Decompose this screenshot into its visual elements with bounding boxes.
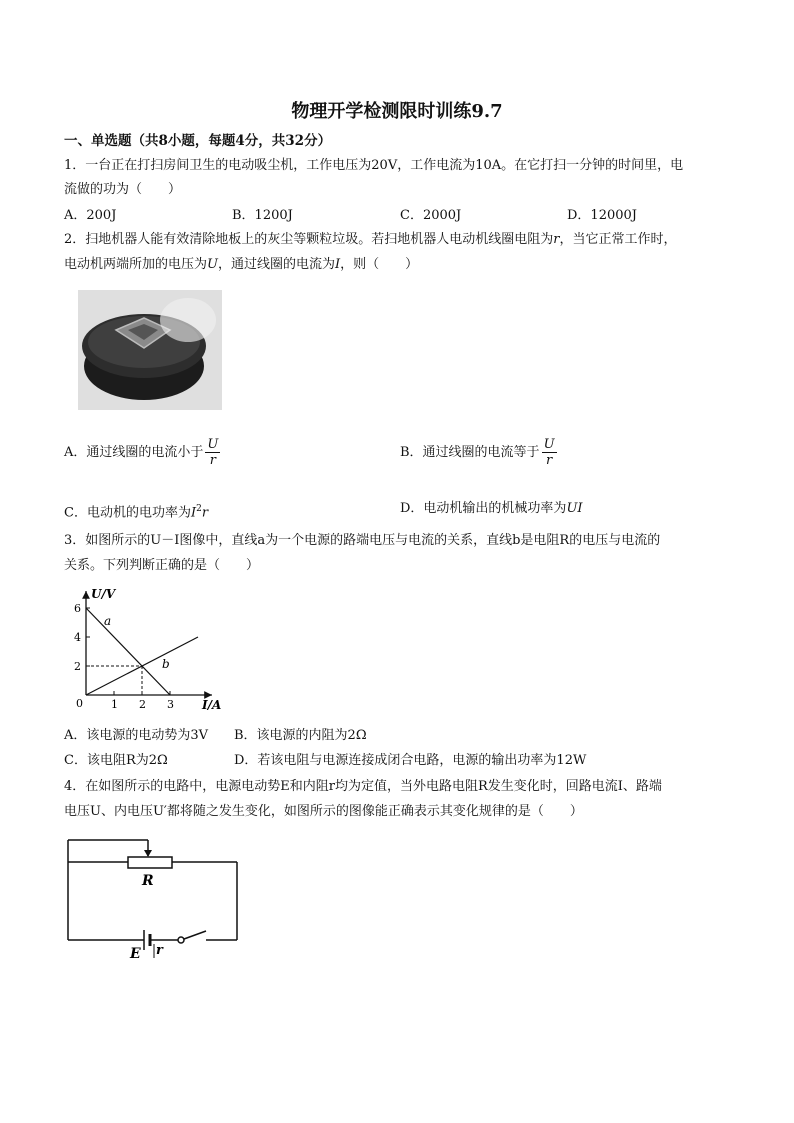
line-a-label: a (104, 614, 112, 628)
q2-text: ，则（ ） (340, 257, 419, 272)
q2-option-c-text: C．电动机的电功率为 (64, 505, 191, 521)
fraction-denominator: r (545, 453, 553, 468)
fraction-numerator: U (207, 437, 219, 452)
q2-text: 2．扫地机器人能有效清除地板上的灰尘等颗粒垃圾。若扫地机器人电动机线圈电阻为 (64, 232, 554, 247)
q1-stem-line1: 1．一台正在打扫房间卫生的电动吸尘机，工作电压为20V，工作电流为10A。在它打扫一分钟的时间里，电 (64, 158, 684, 173)
switch-lever (184, 931, 206, 939)
q3-option-d: D．若该电阻与电源连接成闭合电路，电源的输出功率为12W (234, 753, 587, 768)
q3-option-b: B．该电源的内阻为2Ω (234, 728, 367, 743)
q3-option-a: A．该电源的电动势为3V (64, 728, 209, 743)
x-tick-label-3: 3 (167, 698, 174, 711)
line-a (86, 608, 170, 695)
q2-option-a (64, 437, 220, 468)
fraction-u-over-r (205, 437, 220, 468)
q2-text: ，当它正常工作时， (559, 232, 677, 247)
emf-label: E (130, 946, 141, 962)
x-axis-label: I/A (202, 698, 222, 712)
q2-option-b (400, 437, 557, 468)
q3-stem-line1: 3．如图所示的U－I图像中，直线a为一个电源的路端电压与电流的关系，直线b是电阻R的电压与电流的 (64, 533, 661, 548)
y-tick-label-4: 4 (74, 631, 81, 644)
q2-stem-line1 (64, 231, 677, 249)
fraction-numerator: U (543, 437, 555, 452)
var-UI: UI (566, 501, 583, 516)
q1-option-d: D．12000J (567, 208, 637, 223)
u-i-graph (66, 585, 236, 715)
q2-option-d-text: D．电动机输出的机械功率为 (400, 501, 567, 516)
section-heading: 一、单选题（共8小题，每题4分，共32分） (64, 133, 332, 149)
page-title: 物理开学检测限时训练9.7 (291, 101, 503, 122)
q1-stem-line2: 流做的功为（ ） (64, 182, 182, 197)
q2-text: ，通过线圈的电流为 (217, 257, 335, 272)
q3-stem-line2: 关系。下列判断正确的是（ ） (64, 558, 260, 573)
q2-text: 电动机两端所加的电压为 (64, 257, 208, 272)
circuit-diagram (60, 830, 245, 965)
y-tick-label-6: 6 (74, 602, 81, 615)
y-axis-label: U/V (91, 587, 116, 601)
var-I: I (190, 505, 197, 521)
switch-contact (178, 937, 184, 943)
q2-stem-line2 (64, 256, 418, 274)
fraction-denominator: r (209, 453, 216, 468)
x-tick-label-1: 1 (111, 698, 118, 711)
q1-option-a: A．200J (64, 208, 117, 223)
var-r: r (201, 505, 209, 521)
q4-stem-line1: 4．在如图所示的电路中，电源电动势E和内阻r均为定值，当外电路电阻R发生变化时，回路电流I、路端 (64, 779, 662, 794)
robot-vacuum-photo (78, 290, 222, 410)
q2-option-c (64, 500, 208, 522)
q4-stem-line2: 电压U、内电压U′都将随之发生变化，如图所示的图像能正确表示其变化规律的是（ ） (64, 804, 583, 819)
y-tick-label-2: 2 (74, 660, 81, 673)
var-r: r (553, 232, 560, 247)
x-tick-label-2: 2 (139, 698, 146, 711)
line-b-label: b (162, 657, 170, 671)
q1-option-c: C．2000J (400, 208, 462, 223)
var-I: I (335, 257, 341, 272)
q2-option-d (400, 500, 583, 518)
slider-arrow-icon (144, 850, 152, 857)
superscript-2: 2 (196, 504, 202, 514)
var-U: U (207, 257, 218, 272)
q2-option-a-text: A．通过线圈的电流小于 (64, 445, 204, 460)
fraction-u-over-r (542, 437, 557, 468)
resistor-label: R (142, 873, 154, 889)
resistor-R (128, 857, 172, 868)
origin-label: 0 (76, 697, 83, 710)
internal-resistance-label: r (156, 943, 163, 958)
q2-option-b-text: B．通过线圈的电流等于 (400, 445, 540, 460)
q3-option-c: C．该电阻R为2Ω (64, 753, 168, 768)
q1-option-b: B．1200J (232, 208, 293, 223)
